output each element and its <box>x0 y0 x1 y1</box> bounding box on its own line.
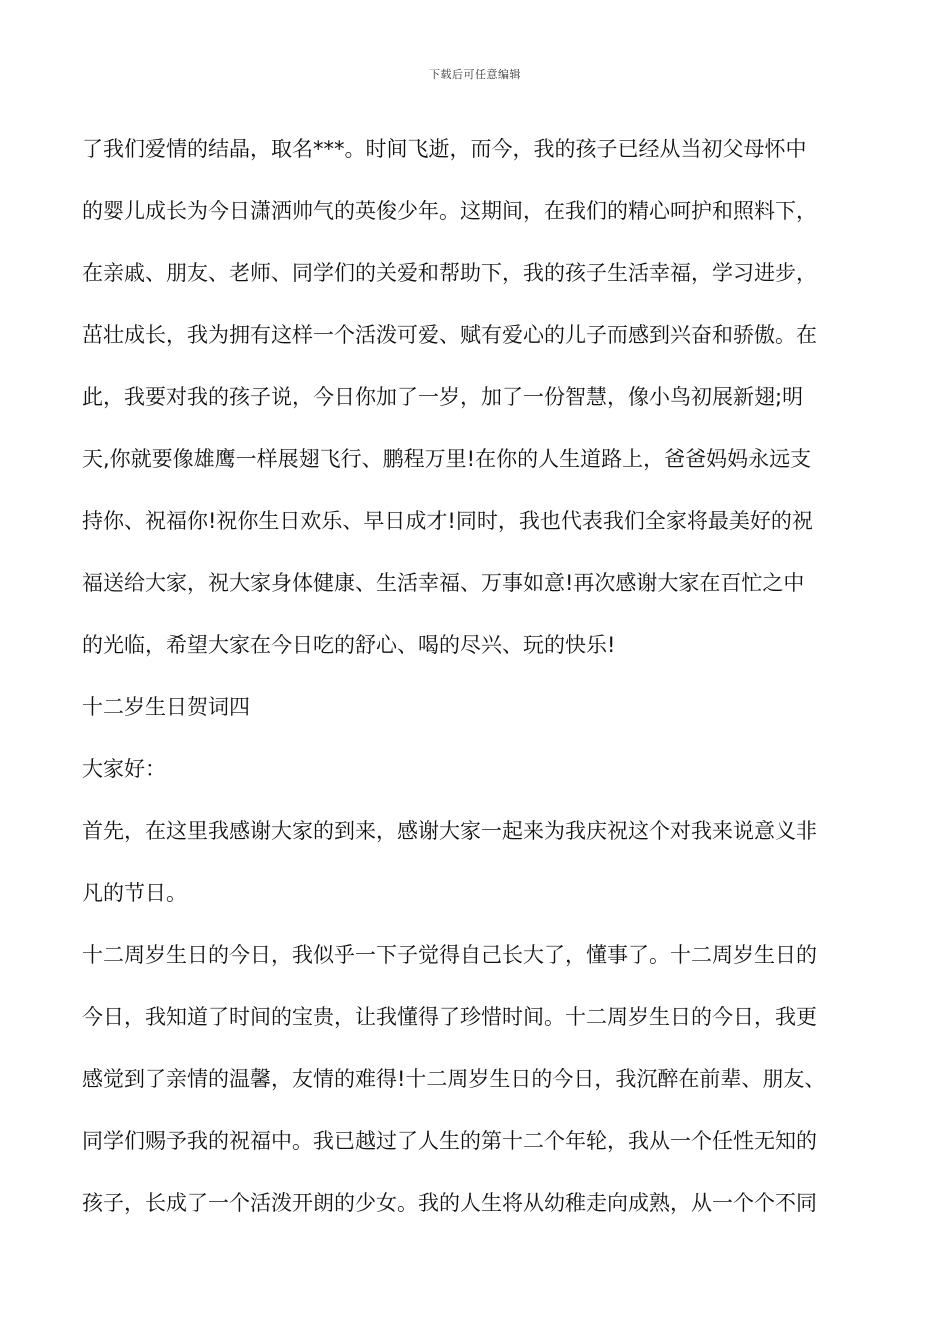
text-line: 了我们爱情的结晶，取名***。时间飞逝，而今，我的孩子已经从当初父母怀中 <box>82 137 807 161</box>
text-line: 感觉到了亲情的温馨，友情的难得!十二周岁生日的今日，我沉醉在前辈、朋友、 <box>82 1067 826 1091</box>
text-line: 茁壮成长，我为拥有这样一个活泼可爱、赋有爱心的儿子而感到兴奋和骄傲。在 <box>82 323 817 347</box>
text-line: 同学们赐予我的祝福中。我已越过了人生的第十二个年轮，我从一个任性无知的 <box>82 1129 817 1153</box>
page-header: 下载后可任意编辑 <box>429 68 521 81</box>
text-line: 今日，我知道了时间的宝贵，让我懂得了珍惜时间。十二周岁生日的今日，我更 <box>82 1005 817 1029</box>
text-line: 凡的节日。 <box>82 881 187 905</box>
text-line: 福送给大家，祝大家身体健康、生活幸福、万事如意!再次感谢大家在百忙之中 <box>82 571 805 595</box>
text-line: 的光临，希望大家在今日吃的舒心、喝的尽兴、玩的快乐! <box>82 633 616 657</box>
text-line: 的婴儿成长为今日潇洒帅气的英俊少年。这期间，在我们的精心呵护和照料下， <box>82 199 817 223</box>
text-line: 持你、祝福你!祝你生日欢乐、早日成才!同时，我也代表我们全家将最美好的祝 <box>82 509 813 533</box>
greeting-line: 大家好： <box>82 757 166 781</box>
text-line: 此，我要对我的孩子说，今日你加了一岁，加了一份智慧，像小鸟初展新翅;明 <box>82 385 804 409</box>
text-line: 首先，在这里我感谢大家的到来，感谢大家一起来为我庆祝这个对我来说意义非 <box>82 819 817 843</box>
text-line: 天,你就要像雄鹰一样展翅飞行、鹏程万里!在你的人生道路上，爸爸妈妈永远支 <box>82 447 812 471</box>
text-line: 孩子，长成了一个活泼开朗的少女。我的人生将从幼稚走向成熟，从一个个不同 <box>82 1191 817 1215</box>
section-heading: 十二岁生日贺词四 <box>82 695 250 719</box>
document-body <box>82 118 882 1234</box>
text-line: 十二周岁生日的今日，我似乎一下子觉得自己长大了，懂事了。十二周岁生日的 <box>82 943 817 967</box>
text-line: 在亲戚、朋友、老师、同学们的关爱和帮助下，我的孩子生活幸福，学习进步， <box>82 261 817 285</box>
